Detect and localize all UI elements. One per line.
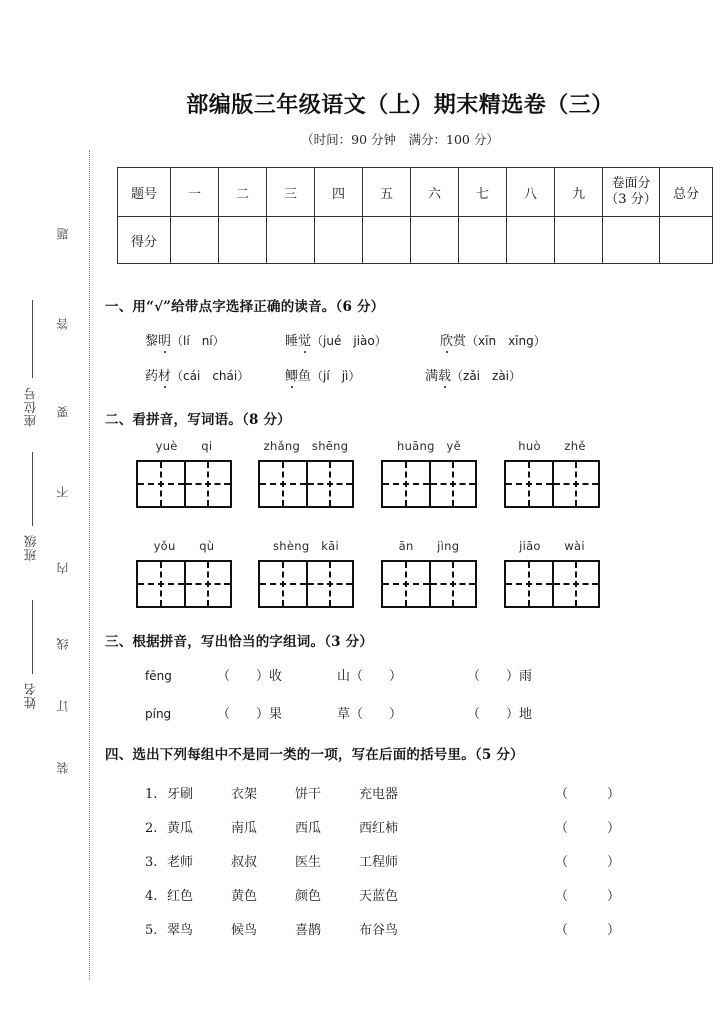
field-label-name: 姓名	[23, 682, 38, 710]
tianzige-boxes-4[interactable]	[504, 460, 600, 508]
row-3-word-3[interactable]: 医生	[295, 855, 322, 870]
row-2-word-3[interactable]: 西瓜	[295, 821, 322, 836]
tianzige-group-2[interactable]	[258, 438, 354, 508]
tianzige-cell[interactable]	[306, 562, 352, 606]
tianzige-cell[interactable]	[506, 562, 552, 606]
word-4-pinyin: （cái chái）	[171, 369, 250, 383]
word-1-dotted: 明	[158, 330, 171, 349]
tianzige-boxes-3[interactable]	[381, 460, 477, 508]
word-6-pre: 满	[425, 369, 439, 384]
tianzige-cell[interactable]	[383, 562, 429, 606]
tianzige-pinyin-8: jiāo wài	[519, 539, 585, 553]
field-label-seat-number: 座位号	[23, 386, 38, 428]
word-2-pre: 睡	[285, 334, 299, 349]
row-4-index: 4.	[145, 889, 158, 904]
pinyin-choice-item-5[interactable]	[285, 365, 360, 384]
word-4-pre: 药	[145, 369, 159, 384]
score-cell-1[interactable]	[171, 217, 219, 264]
score-table-row-label-1: 得分	[118, 217, 171, 264]
tianzige-cell[interactable]	[184, 462, 230, 506]
score-table-col-8: 八	[507, 168, 555, 217]
row-3-word-4[interactable]: 工程师	[359, 855, 399, 870]
fill-char-blank-2a[interactable]: （ ）果	[217, 707, 283, 722]
word-5-dotted: 鲫	[285, 365, 298, 384]
score-cell-4[interactable]	[315, 217, 363, 264]
fill-char-row-2[interactable]	[145, 703, 532, 722]
tianzige-pinyin-3: huāng yě	[397, 439, 461, 453]
tianzige-group-6[interactable]	[258, 538, 354, 608]
word-2-pinyin: （jué jiào）	[311, 334, 387, 348]
tianzige-boxes-8[interactable]	[504, 560, 600, 608]
word-3-pinyin: （xīn xīng）	[466, 334, 546, 348]
tianzige-cell[interactable]	[506, 462, 552, 506]
fill-char-blank-2b[interactable]: 草（ ）	[337, 707, 403, 722]
row-5-word-1[interactable]: 翠鸟	[167, 923, 194, 938]
pinyin-choice-item-2[interactable]	[285, 330, 387, 349]
tianzige-cell[interactable]	[306, 462, 352, 506]
pinyin-choice-item-6[interactable]	[425, 365, 521, 384]
score-table-col-2: 二	[219, 168, 267, 217]
score-table-col-total: 总分	[660, 168, 713, 217]
odd-one-out-row-5[interactable]	[145, 919, 645, 938]
section-heading-2: 二、看拼音，写词语。（8 分）	[105, 412, 291, 428]
row-5-answer-blank[interactable]: （ ）	[555, 923, 621, 938]
row-1-answer-blank[interactable]: （ ）	[555, 787, 621, 802]
score-cell-6[interactable]	[411, 217, 459, 264]
tianzige-cell[interactable]	[260, 562, 306, 606]
page-title: 部编版三年级语文（上）期末精选卷（三）	[186, 92, 614, 118]
row-5-index: 5.	[145, 923, 158, 938]
seal-char-4: 内	[56, 562, 70, 574]
row-5-word-3[interactable]: 喜鹊	[295, 923, 322, 938]
score-table-col-1: 一	[171, 168, 219, 217]
tianzige-cell[interactable]	[429, 562, 475, 606]
pinyin-choice-item-4[interactable]	[145, 365, 249, 384]
row-3-word-1[interactable]: 老师	[167, 855, 194, 870]
tianzige-boxes-7[interactable]	[381, 560, 477, 608]
seal-char-5: 线	[56, 638, 70, 650]
tianzige-pinyin-1: yuè qi	[155, 439, 213, 453]
tianzige-pinyin-4: huò zhě	[518, 439, 586, 453]
score-table-row-label-0: 题号	[118, 168, 171, 217]
score-table-col-4: 四	[315, 168, 363, 217]
word-6-dotted: 载	[438, 365, 451, 384]
row-1-word-4[interactable]: 充电器	[359, 787, 399, 802]
row-5-word-4[interactable]: 布谷鸟	[359, 923, 399, 938]
fill-char-blank-1a[interactable]: （ ）收	[217, 669, 283, 684]
row-2-index: 2.	[145, 821, 158, 836]
seal-char-2: 要	[56, 406, 70, 418]
tianzige-cell[interactable]	[260, 462, 306, 506]
score-cell-total[interactable]	[660, 217, 713, 264]
score-cell-8[interactable]	[507, 217, 555, 264]
word-4-dotted: 材	[158, 365, 171, 384]
tianzige-group-3[interactable]	[381, 438, 477, 508]
tianzige-boxes-2[interactable]	[258, 460, 354, 508]
seal-margin	[0, 0, 110, 1024]
row-4-word-1[interactable]: 红色	[167, 889, 194, 904]
section-heading-1: 一、用“√”给带点字选择正确的读音。（6 分）	[105, 299, 385, 315]
fill-char-row-1[interactable]	[145, 665, 532, 684]
row-4-word-4[interactable]: 天蓝色	[359, 889, 399, 904]
field-rule-name	[32, 600, 33, 674]
tianzige-cell[interactable]	[429, 462, 475, 506]
row-3-word-2[interactable]: 叔叔	[231, 855, 258, 870]
seal-char-0: 题	[56, 228, 70, 240]
score-table	[117, 167, 699, 264]
score-table-col-9: 九	[555, 168, 603, 217]
word-5-post: 鱼	[298, 369, 312, 384]
tianzige-cell[interactable]	[552, 462, 598, 506]
seal-dotted-line	[89, 150, 90, 980]
score-table-col-7: 七	[459, 168, 507, 217]
row-5-word-2[interactable]: 候鸟	[231, 923, 258, 938]
word-1-pre: 黎	[145, 334, 159, 349]
face-score-line1: 卷面分	[611, 175, 651, 191]
page-subtitle: （时间：90 分钟 满分：100 分）	[301, 132, 499, 147]
tianzige-pinyin-5: yǒu qù	[153, 539, 215, 553]
field-rule-seat-number	[32, 300, 33, 378]
word-2-dotted: 觉	[298, 330, 311, 349]
row-4-word-3[interactable]: 颜色	[295, 889, 322, 904]
word-3-dotted: 欣	[440, 330, 453, 349]
score-table-col-6: 六	[411, 168, 459, 217]
tianzige-group-4[interactable]	[504, 438, 600, 508]
table-row-scores	[118, 217, 713, 264]
tianzige-cell[interactable]	[138, 562, 184, 606]
score-cell-3[interactable]	[267, 217, 315, 264]
seal-char-6: 订	[56, 700, 70, 712]
fill-char-blank-1b[interactable]: 山（ ）	[337, 669, 403, 684]
section-heading-3: 三、根据拼音，写出恰当的字组词。（3 分）	[105, 634, 374, 650]
pinyin-choice-item-1[interactable]	[145, 330, 225, 349]
tianzige-boxes-6[interactable]	[258, 560, 354, 608]
score-table-col-3: 三	[267, 168, 315, 217]
tianzige-group-7[interactable]	[381, 538, 477, 608]
tianzige-group-1[interactable]	[136, 438, 232, 508]
section-heading-4: 四、选出下列每组中不是同一类的一项，写在后面的括号里。（5 分）	[105, 747, 524, 763]
row-2-word-2[interactable]: 南瓜	[231, 821, 258, 836]
odd-one-out-row-2[interactable]	[145, 817, 645, 836]
row-2-answer-blank[interactable]: （ ）	[555, 821, 621, 836]
fill-char-pinyin-1: fēng	[145, 669, 172, 683]
odd-one-out-row-4[interactable]	[145, 885, 645, 904]
tianzige-cell[interactable]	[138, 462, 184, 506]
field-rule-class	[32, 452, 33, 526]
score-table-col-5: 五	[363, 168, 411, 217]
tianzige-pinyin-7: ān jìng	[398, 539, 460, 553]
row-1-word-2[interactable]: 衣架	[231, 787, 258, 802]
score-cell-7[interactable]	[459, 217, 507, 264]
tianzige-group-5[interactable]	[136, 538, 232, 608]
score-cell-2[interactable]	[219, 217, 267, 264]
face-score-line2: （3 分）	[605, 192, 657, 207]
tianzige-boxes-5[interactable]	[136, 560, 232, 608]
row-2-word-4[interactable]: 西红柿	[359, 821, 399, 836]
tianzige-cell[interactable]	[552, 562, 598, 606]
table-row-question-numbers	[118, 168, 713, 217]
row-3-answer-blank[interactable]: （ ）	[555, 855, 621, 870]
field-label-class: 班级	[23, 534, 38, 562]
pinyin-choice-item-3[interactable]	[440, 330, 546, 349]
odd-one-out-row-3[interactable]	[145, 851, 645, 870]
row-1-word-3[interactable]: 饼干	[295, 787, 322, 802]
tianzige-boxes-1[interactable]	[136, 460, 232, 508]
row-1-word-1[interactable]: 牙刷	[167, 787, 194, 802]
row-1-index: 1.	[145, 787, 158, 802]
score-table-col-face-score	[603, 168, 660, 217]
word-1-pinyin: （lí ní）	[171, 334, 225, 348]
tianzige-cell[interactable]	[184, 562, 230, 606]
score-cell-9[interactable]	[555, 217, 603, 264]
word-5-pinyin: （jí jì）	[311, 369, 361, 383]
seal-char-1: 答	[56, 318, 70, 330]
tianzige-pinyin-2: zhǎng shēng	[263, 439, 349, 453]
fill-char-blank-1c[interactable]: （ ）雨	[467, 669, 533, 684]
score-cell-5[interactable]	[363, 217, 411, 264]
fill-char-pinyin-2: píng	[145, 707, 172, 721]
row-2-word-1[interactable]: 黄瓜	[167, 821, 194, 836]
tianzige-group-8[interactable]	[504, 538, 600, 608]
word-6-pinyin: （zǎi zài）	[451, 369, 522, 383]
tianzige-cell[interactable]	[383, 462, 429, 506]
fill-char-blank-2c[interactable]: （ ）地	[467, 707, 533, 722]
tianzige-pinyin-6: shèng kāi	[272, 539, 340, 553]
seal-char-3: 不	[56, 486, 70, 498]
seal-char-7: 装	[56, 762, 70, 774]
odd-one-out-row-1[interactable]	[145, 783, 645, 802]
row-4-word-2[interactable]: 黄色	[231, 889, 258, 904]
row-3-index: 3.	[145, 855, 158, 870]
score-cell-face[interactable]	[603, 217, 660, 264]
word-3-post: 赏	[453, 334, 467, 349]
row-4-answer-blank[interactable]: （ ）	[555, 889, 621, 904]
